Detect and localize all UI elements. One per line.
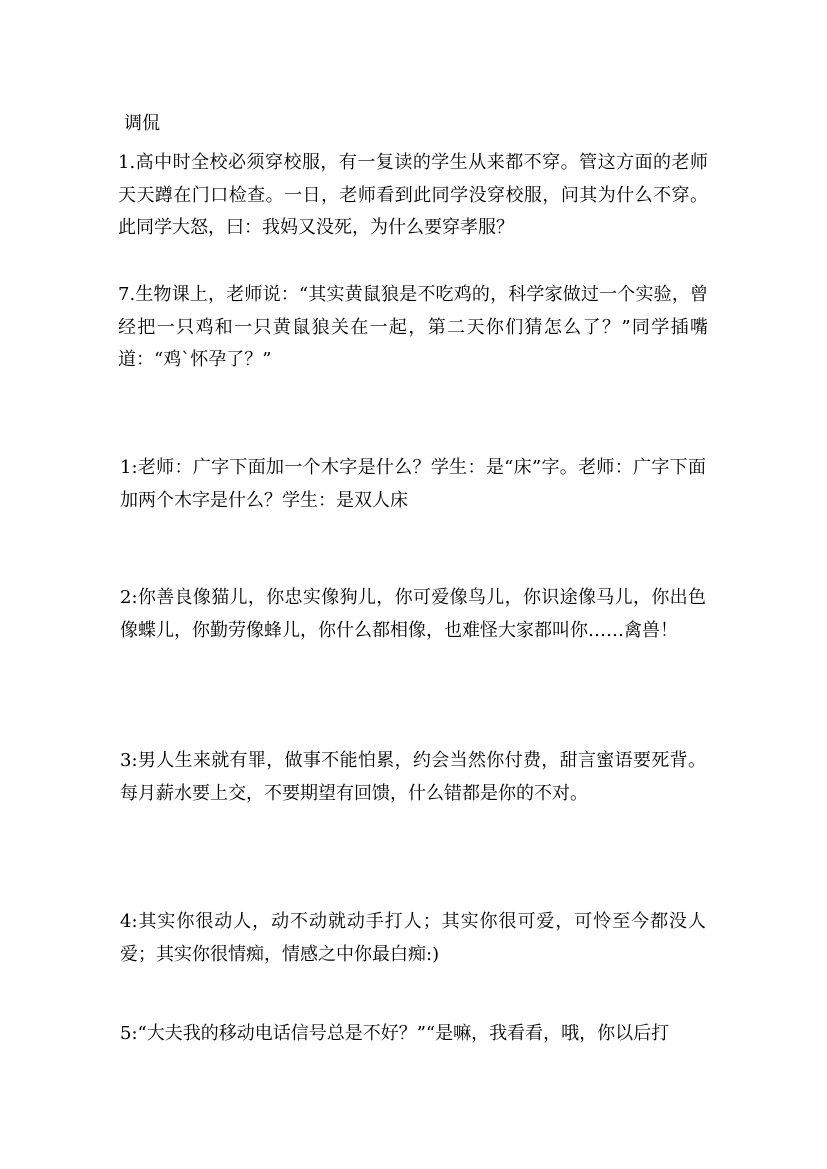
document-title: 调侃: [124, 113, 160, 134]
joke-paragraph-doctor: 5:“大夫我的移动电话信号总是不好？”“是嘛，我看看，哦，你以后打: [120, 1023, 670, 1044]
joke-paragraph-school-uniform: 1.高中时全校必须穿校服，有一复读的学生从来都不穿。管这方面的老师天天蹲在门口检查。一日，老师看到此同学没穿校服，问其为什么不穿。此同学大怒，曰：我妈又没死，为什么要穿孝服？: [118, 152, 708, 238]
joke-paragraph-charming: 4:其实你很动人，动不动就动手打人；其实你很可爱，可怜至今都没人爱；其实你很情痴，情感之中你最白痴:): [120, 911, 706, 965]
joke-paragraph-weasel: 7.生物课上，老师说：“其实黄鼠狼是不吃鸡的，科学家做过一个实验，曾经把一只鸡和一只黄鼠狼关在一起，第二天你们猜怎么了？”同学插嘴道：“鸡`怀孕了？”: [118, 284, 708, 370]
joke-paragraph-bed: 1:老师：广字下面加一个木字是什么？学生：是“床”字。老师：广字下面加两个木字是什么？学生：是双人床: [120, 457, 706, 511]
joke-paragraph-men: 3:男人生来就有罪，做事不能怕累，约会当然你付费，甜言蜜语要死背。每月薪水要上交，不要期望有回馈，什么错都是你的不对。: [120, 750, 706, 804]
joke-paragraph-animals: 2:你善良像猫儿，你忠实像狗儿，你可爱像鸟儿，你识途像马儿，你出色像蝶儿，你勤劳像蜂儿，你什么都相像，也难怪大家都叫你……禽兽！: [120, 587, 706, 641]
